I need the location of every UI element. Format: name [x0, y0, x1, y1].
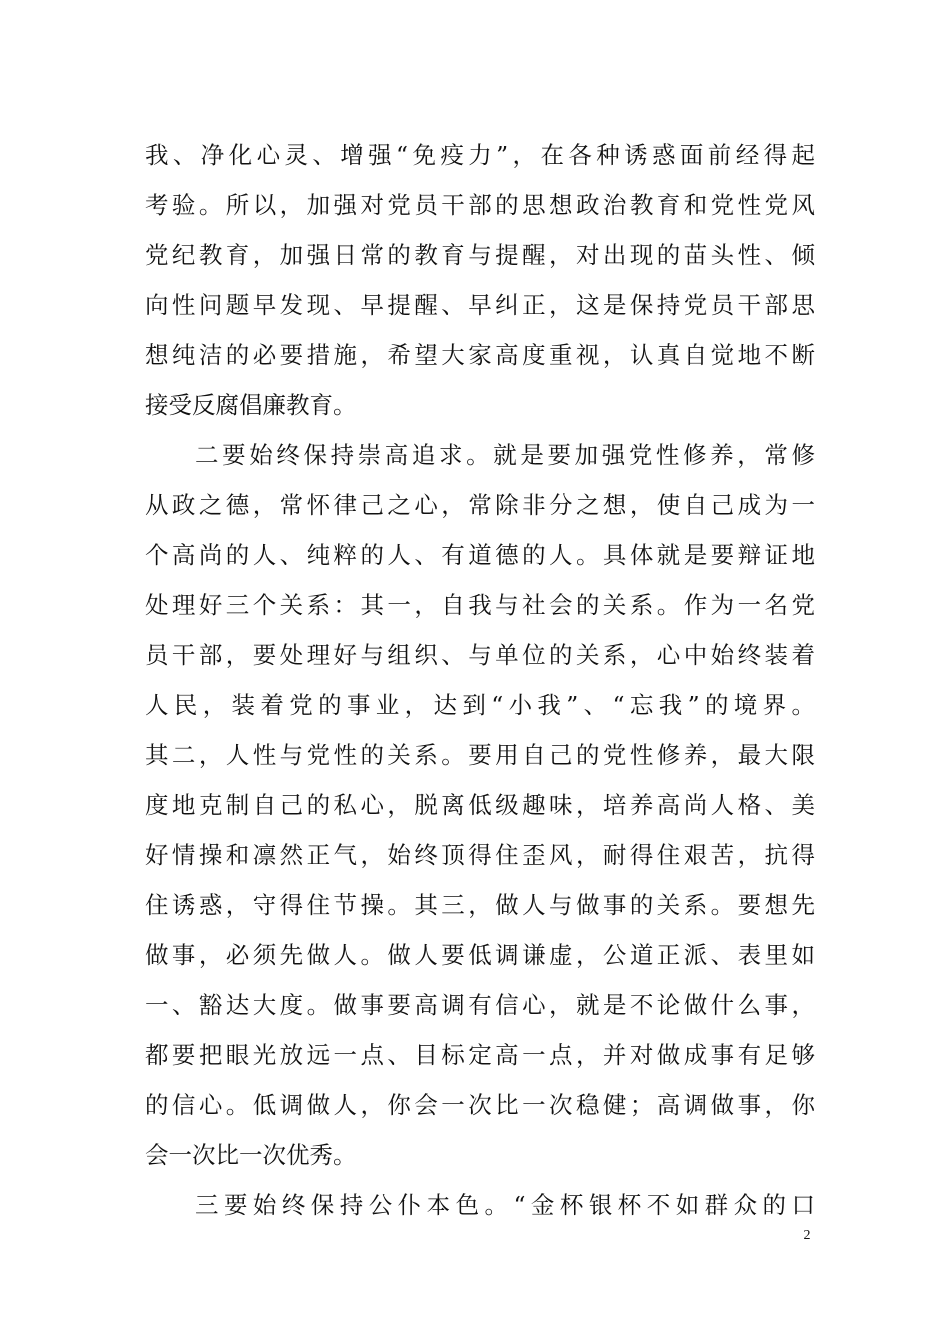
- paragraph-start-line: 二要始终保持崇高追求。就是要加强党性修养，常修: [195, 441, 815, 469]
- text-line: 考验。所以，加强对党员干部的思想政治教育和党性党风: [145, 191, 815, 219]
- text-line: 想纯洁的必要措施，希望大家高度重视，认真自觉地不断: [145, 341, 815, 369]
- text-line: 人民，装着党的事业，达到“小我”、“忘我”的境界。: [145, 691, 815, 719]
- text-line: 一、豁达大度。做事要高调有信心，就是不论做什么事，: [145, 991, 815, 1019]
- text-line: 我、净化心灵、增强“免疫力”，在各种诱惑面前经得起: [145, 141, 815, 169]
- page-number: 2: [803, 1228, 811, 1243]
- text-line: 住诱惑，守得住节操。其三，做人与做事的关系。要想先: [145, 891, 815, 919]
- text-line: 做事，必须先做人。做人要低调谦虚，公道正派、表里如: [145, 941, 815, 969]
- text-line: 的信心。低调做人，你会一次比一次稳健；高调做事，你: [145, 1091, 815, 1119]
- body-text: [145, 130, 815, 1230]
- text-line: 其二，人性与党性的关系。要用自己的党性修养，最大限: [145, 741, 815, 769]
- text-line: 度地克制自己的私心，脱离低级趣味，培养高尚人格、美: [145, 791, 815, 819]
- text-line: 会一次比一次优秀。: [145, 1141, 357, 1169]
- text-line: 向性问题早发现、早提醒、早纠正，这是保持党员干部思: [145, 291, 815, 319]
- text-line: 都要把眼光放远一点、目标定高一点，并对做成事有足够: [145, 1041, 815, 1069]
- text-line: 个高尚的人、纯粹的人、有道德的人。具体就是要辩证地: [145, 541, 815, 569]
- text-line: 好情操和凛然正气，始终顶得住歪风，耐得住艰苦，抗得: [145, 841, 815, 869]
- text-line: 接受反腐倡廉教育。: [145, 391, 357, 419]
- text-line: 从政之德，常怀律己之心，常除非分之想，使自己成为一: [145, 491, 815, 519]
- paragraph-start-line: 三要始终保持公仆本色。“金杯银杯不如群众的口: [195, 1191, 815, 1219]
- text-line: 处理好三个关系：其一，自我与社会的关系。作为一名党: [145, 591, 815, 619]
- text-line: 党纪教育，加强日常的教育与提醒，对出现的苗头性、倾: [145, 241, 815, 269]
- text-line: 员干部，要处理好与组织、与单位的关系，心中始终装着: [145, 641, 815, 669]
